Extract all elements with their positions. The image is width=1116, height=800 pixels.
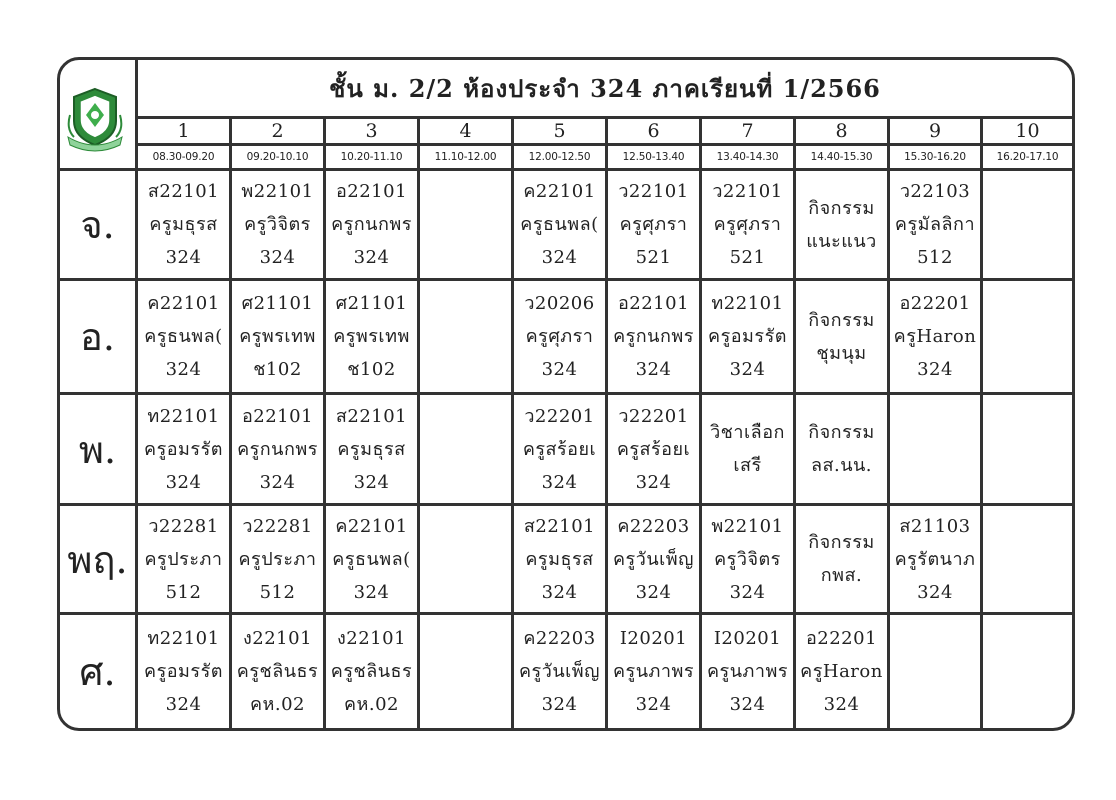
- class-slot: [796, 281, 887, 392]
- teacher-name: ครูนภาพร: [706, 661, 789, 682]
- room-number: 521: [635, 247, 672, 268]
- subject-code: อ22201: [805, 628, 878, 649]
- period-number: 8: [835, 120, 848, 142]
- teacher-name: ครูสร้อยเ: [522, 438, 597, 460]
- period-time: 12.50-13.40: [622, 151, 685, 163]
- class-slot: [138, 615, 229, 728]
- day-label: พ.: [78, 427, 117, 472]
- period-time: 10.20-11.10: [340, 151, 403, 163]
- class-slot: [983, 281, 1072, 392]
- class-slot: [702, 506, 793, 612]
- teacher-name: ครูนภาพร: [612, 661, 695, 682]
- school-logo: [64, 85, 126, 155]
- period-number: 6: [647, 120, 660, 142]
- room-number: 512: [165, 581, 202, 603]
- subject-code: ค22101: [335, 515, 408, 537]
- room-number: 324: [917, 359, 953, 380]
- class-slot: [232, 395, 323, 503]
- room-number: 324: [729, 359, 766, 380]
- class-slot: [326, 281, 417, 392]
- period-number: 9: [928, 120, 942, 142]
- teacher-name: ครูสร้อยเ: [616, 438, 691, 460]
- class-slot: [138, 395, 229, 503]
- subject-code: ค22203: [523, 628, 596, 649]
- class-slot: [796, 171, 887, 278]
- class-slot: [890, 615, 980, 728]
- teacher-name: แนะแนว: [806, 230, 877, 252]
- subject-code: กิจกรรม: [808, 422, 875, 443]
- room-number: 324: [165, 694, 202, 715]
- class-slot: [514, 171, 605, 278]
- class-slot: [608, 171, 699, 278]
- class-slot: [796, 506, 887, 612]
- class-slot: [420, 615, 511, 728]
- room-number: 324: [541, 471, 578, 493]
- room-number: 324: [165, 247, 202, 268]
- class-slot: [702, 171, 793, 278]
- room-number: 324: [259, 247, 296, 268]
- teacher-name: ครูธนพล(: [332, 548, 411, 570]
- room-number: 324: [917, 581, 953, 603]
- teacher-name: ครูประภา: [238, 548, 317, 570]
- class-slot: [890, 171, 980, 278]
- teacher-name: ครูประภา: [144, 548, 223, 570]
- room-number: 324: [353, 581, 390, 603]
- page-title: ชั้น ม. 2/2 ห้องประจำ 324 ภาคเรียนที่ 1/2566: [329, 73, 881, 103]
- teacher-name: ชุมนุม: [816, 342, 867, 364]
- class-slot: [232, 171, 323, 278]
- class-slot: [420, 506, 511, 612]
- room-number: 324: [541, 581, 578, 603]
- period-time: 15.30-16.20: [904, 151, 966, 163]
- subject-code: ส22101: [335, 405, 408, 427]
- teacher-name: ครูศุภรา: [619, 214, 688, 235]
- teacher-name: ครูวิจิตร: [714, 548, 781, 570]
- period-number: 5: [553, 120, 566, 142]
- day-label: พฤ.: [67, 537, 128, 582]
- subject-code: กิจกรรม: [808, 197, 875, 219]
- subject-code: อ22101: [241, 405, 314, 427]
- class-slot: [232, 506, 323, 612]
- teacher-name: ครูอมรรัต: [144, 661, 223, 682]
- subject-code: กิจกรรม: [808, 532, 875, 553]
- subject-code: อ22101: [617, 293, 690, 314]
- subject-code: ว22101: [618, 181, 689, 202]
- class-slot: [983, 506, 1072, 612]
- room-number: 324: [635, 581, 672, 603]
- teacher-name: ครูกนกพร: [331, 214, 412, 235]
- subject-code: ง22101: [242, 628, 313, 649]
- class-slot: [326, 395, 417, 503]
- teacher-name: เสรี: [733, 455, 762, 476]
- class-slot: [514, 395, 605, 503]
- subject-code: ว20206: [524, 293, 595, 314]
- room-number: 521: [729, 247, 766, 268]
- teacher-name: ครูศุภรา: [713, 214, 782, 235]
- subject-code: ง22101: [336, 628, 407, 649]
- class-slot: [608, 615, 699, 728]
- subject-code: พ22101: [241, 181, 314, 202]
- room-number: 324: [729, 694, 766, 715]
- subject-code: ค22101: [147, 293, 220, 314]
- subject-code: ท22101: [147, 405, 220, 427]
- subject-code: พ22101: [711, 515, 784, 537]
- teacher-name: ครูวันเพ็ญ: [519, 661, 600, 682]
- room-number: คห.02: [249, 694, 306, 715]
- subject-code: ท22101: [711, 293, 784, 314]
- class-slot: [890, 395, 980, 503]
- class-slot: [608, 506, 699, 612]
- class-slot: [420, 171, 511, 278]
- room-number: 324: [165, 471, 202, 493]
- class-slot: [138, 171, 229, 278]
- room-number: คห.02: [343, 694, 400, 715]
- subject-code: I20201: [619, 628, 688, 649]
- period-time: 11.10-12.00: [434, 151, 497, 163]
- subject-code: ศ21101: [241, 293, 314, 314]
- class-slot: [608, 281, 699, 392]
- room-number: 324: [541, 359, 578, 380]
- class-slot: [514, 281, 605, 392]
- subject-code: ศ21101: [335, 293, 408, 314]
- teacher-name: ครูศุภรา: [525, 326, 594, 347]
- subject-code: ว22281: [148, 515, 219, 537]
- room-number: 324: [635, 471, 672, 493]
- room-number: ช102: [347, 359, 396, 380]
- subject-code: ว22101: [712, 181, 783, 202]
- room-number: 324: [165, 359, 202, 380]
- class-slot: [796, 615, 887, 728]
- subject-code: อ22201: [899, 293, 971, 314]
- class-slot: [702, 395, 793, 503]
- class-slot: [983, 615, 1072, 728]
- subject-code: ท22101: [147, 628, 220, 649]
- teacher-name: ครูชลินธร: [236, 661, 319, 682]
- day-label: อ.: [80, 315, 115, 359]
- subject-code: ค22101: [523, 181, 596, 202]
- class-slot: [232, 281, 323, 392]
- teacher-name: ครูมธุรส: [149, 214, 218, 235]
- class-slot: [138, 506, 229, 612]
- room-number: 324: [541, 247, 578, 268]
- subject-code: ว22281: [242, 515, 313, 537]
- teacher-name: ครูอมรรัต: [708, 326, 787, 347]
- class-slot: [232, 615, 323, 728]
- period-number: 10: [1015, 120, 1040, 142]
- teacher-name: ครูพรเทพ: [333, 326, 410, 347]
- class-slot: [702, 615, 793, 728]
- room-number: 324: [635, 359, 672, 380]
- subject-code: กิจกรรม: [808, 309, 875, 331]
- subject-code: ว22103: [899, 181, 971, 202]
- class-slot: [608, 395, 699, 503]
- day-label: จ.: [80, 203, 115, 247]
- period-number: 7: [741, 120, 754, 142]
- teacher-name: ครูชลินธร: [330, 661, 413, 682]
- period-time: 16.20-17.10: [996, 151, 1059, 163]
- room-number: 324: [729, 581, 766, 603]
- teacher-name: ครูมธุรส: [525, 548, 594, 570]
- teacher-name: ครูHaron: [800, 661, 883, 682]
- teacher-name: ครูวิจิตร: [244, 214, 311, 235]
- room-number: 324: [259, 471, 296, 493]
- subject-code: วิชาเลือก: [710, 422, 785, 443]
- teacher-name: ครูรัตนาภ: [894, 548, 976, 570]
- teacher-name: ครูอมรรัต: [144, 438, 223, 460]
- subject-code: I20201: [713, 628, 782, 649]
- period-time: 09.20-10.10: [246, 151, 309, 163]
- teacher-name: กพส.: [820, 565, 863, 586]
- class-slot: [890, 281, 980, 392]
- day-label: ศ.: [79, 650, 116, 694]
- period-time: 13.40-14.30: [716, 151, 779, 163]
- teacher-name: ครูHaron: [893, 326, 977, 347]
- class-slot: [983, 395, 1072, 503]
- period-time: 12.00-12.50: [528, 151, 591, 163]
- room-number: 512: [259, 581, 296, 603]
- subject-code: ส22101: [147, 181, 220, 202]
- class-slot: [983, 171, 1072, 278]
- teacher-name: ครูธนพล(: [144, 326, 223, 347]
- class-slot: [326, 171, 417, 278]
- class-slot: [326, 615, 417, 728]
- class-slot: [138, 281, 229, 392]
- subject-code: อ22101: [335, 181, 408, 202]
- room-number: 324: [635, 694, 672, 715]
- room-number: 324: [541, 694, 578, 715]
- subject-code: ค22203: [617, 515, 690, 537]
- subject-code: ว22201: [618, 405, 689, 427]
- period-number: 1: [177, 120, 190, 142]
- teacher-name: ครูวันเพ็ญ: [613, 548, 694, 570]
- class-slot: [514, 506, 605, 612]
- teacher-name: ลส.นน.: [810, 455, 873, 476]
- class-slot: [702, 281, 793, 392]
- class-slot: [890, 506, 980, 612]
- period-number: 4: [459, 120, 472, 142]
- class-slot: [514, 615, 605, 728]
- class-slot: [796, 395, 887, 503]
- subject-code: ว22201: [524, 405, 595, 427]
- teacher-name: ครูมัลลิกา: [894, 214, 976, 235]
- period-number: 3: [365, 120, 378, 142]
- room-number: 324: [823, 694, 860, 715]
- room-number: 324: [353, 247, 390, 268]
- period-number: 2: [271, 120, 284, 142]
- teacher-name: ครูธนพล(: [520, 214, 599, 235]
- room-number: 512: [917, 247, 953, 268]
- room-number: 324: [353, 471, 390, 493]
- class-slot: [420, 281, 511, 392]
- class-slot: [420, 395, 511, 503]
- room-number: ช102: [253, 359, 302, 380]
- subject-code: ส21103: [899, 515, 971, 537]
- subject-code: ส22101: [523, 515, 596, 537]
- timetable-frame: [57, 57, 1075, 731]
- period-time: 08.30-09.20: [152, 151, 215, 163]
- period-time: 14.40-15.30: [810, 151, 873, 163]
- teacher-name: ครูกนกพร: [237, 438, 318, 460]
- teacher-name: ครูพรเทพ: [239, 326, 316, 347]
- teacher-name: ครูกนกพร: [613, 326, 694, 347]
- teacher-name: ครูมธุรส: [337, 438, 406, 460]
- class-slot: [326, 506, 417, 612]
